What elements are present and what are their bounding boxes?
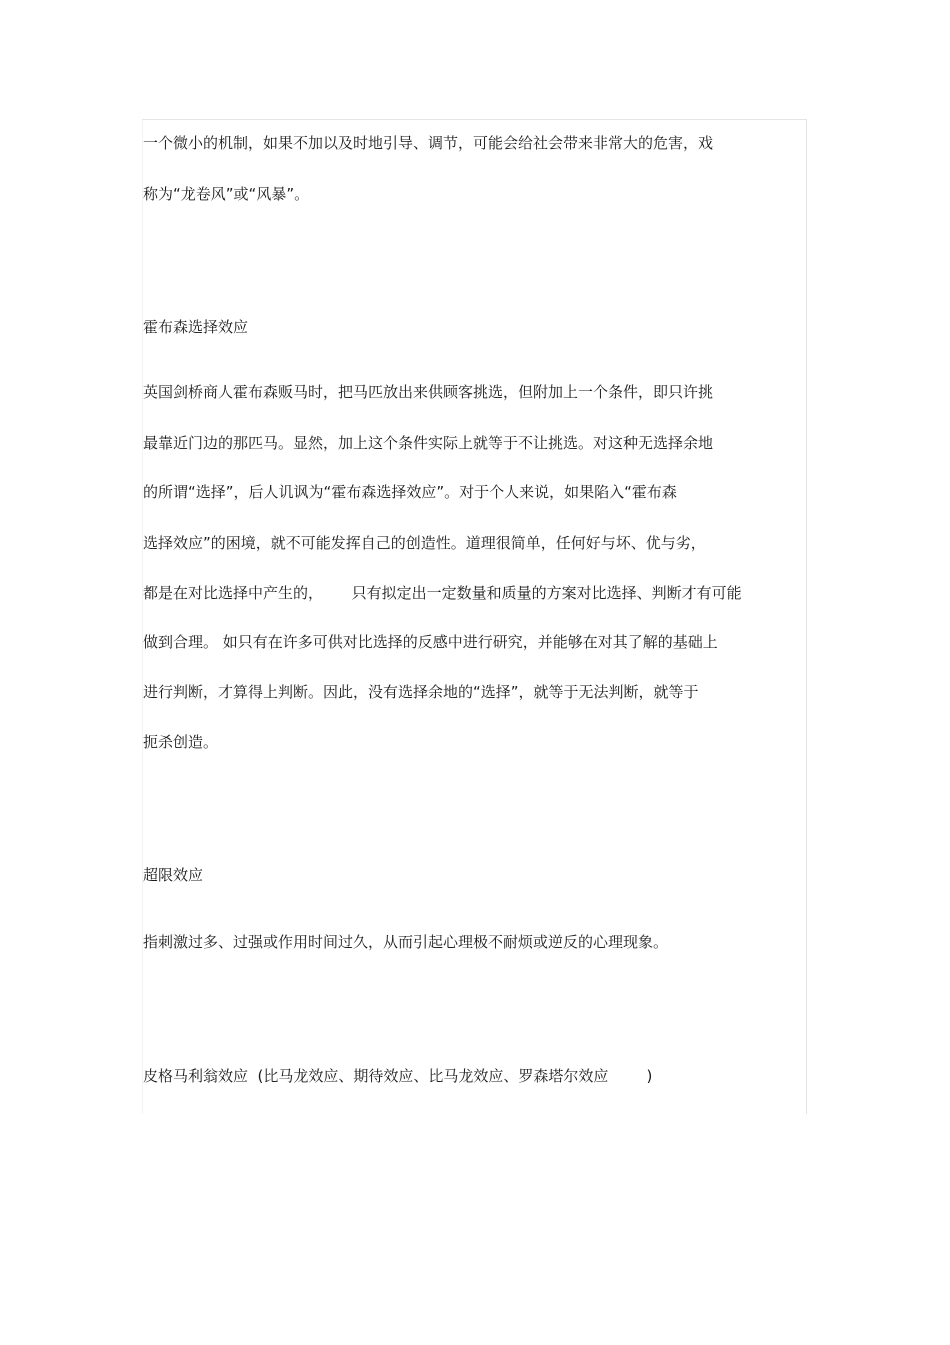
intro-line-2: 称为“龙卷风”或“风暴”。 <box>143 185 310 203</box>
section-heading-hobson: 霍布森选择效应 <box>143 318 249 336</box>
paragraph-line: 做到合理。 如只有在许多可供对比选择的反感中进行研究，并能够在对其了解的基础上 <box>143 633 718 651</box>
paragraph-line: 都是在对比选择中产生的， 只有拟定出一定数量和质量的方案对比选择、判断才有可能 <box>143 584 742 602</box>
paragraph-line: 选择效应”的困境，就不可能发挥自己的创造性。道理很简单，任何好与坏、优与劣， <box>143 534 706 552</box>
paragraph-line: 的所谓“选择”，后人讥讽为“霍布森选择效应”。对于个人来说，如果陷入“霍布森 <box>143 483 677 501</box>
paragraph-line: 最靠近门边的那匹马。显然，加上这个条件实际上就等于不让挑选。对这种无选择余地 <box>143 434 714 452</box>
section-heading-pygmalion: 皮格马利翁效应 (比马龙效应、期待效应、比马龙效应、罗森塔尔效应 ) <box>143 1067 653 1085</box>
section-heading-overlimit: 超限效应 <box>143 866 204 884</box>
paragraph-line: 英国剑桥商人霍布森贩马时，把马匹放出来供顾客挑选，但附加上一个条件，即只许挑 <box>143 383 714 401</box>
paragraph-line: 指刺激过多、过强或作用时间过久，从而引起心理极不耐烦或逆反的心理现象。 <box>143 933 669 951</box>
page-frame <box>142 119 807 1114</box>
paragraph-line: 进行判断，才算得上判断。因此，没有选择余地的“选择”，就等于无法判断，就等于 <box>143 683 699 701</box>
paragraph-line: 扼杀创造。 <box>143 733 219 751</box>
intro-line-1: 一个微小的机制，如果不加以及时地引导、调节，可能会给社会带来非常大的危害，戏 <box>143 134 714 152</box>
